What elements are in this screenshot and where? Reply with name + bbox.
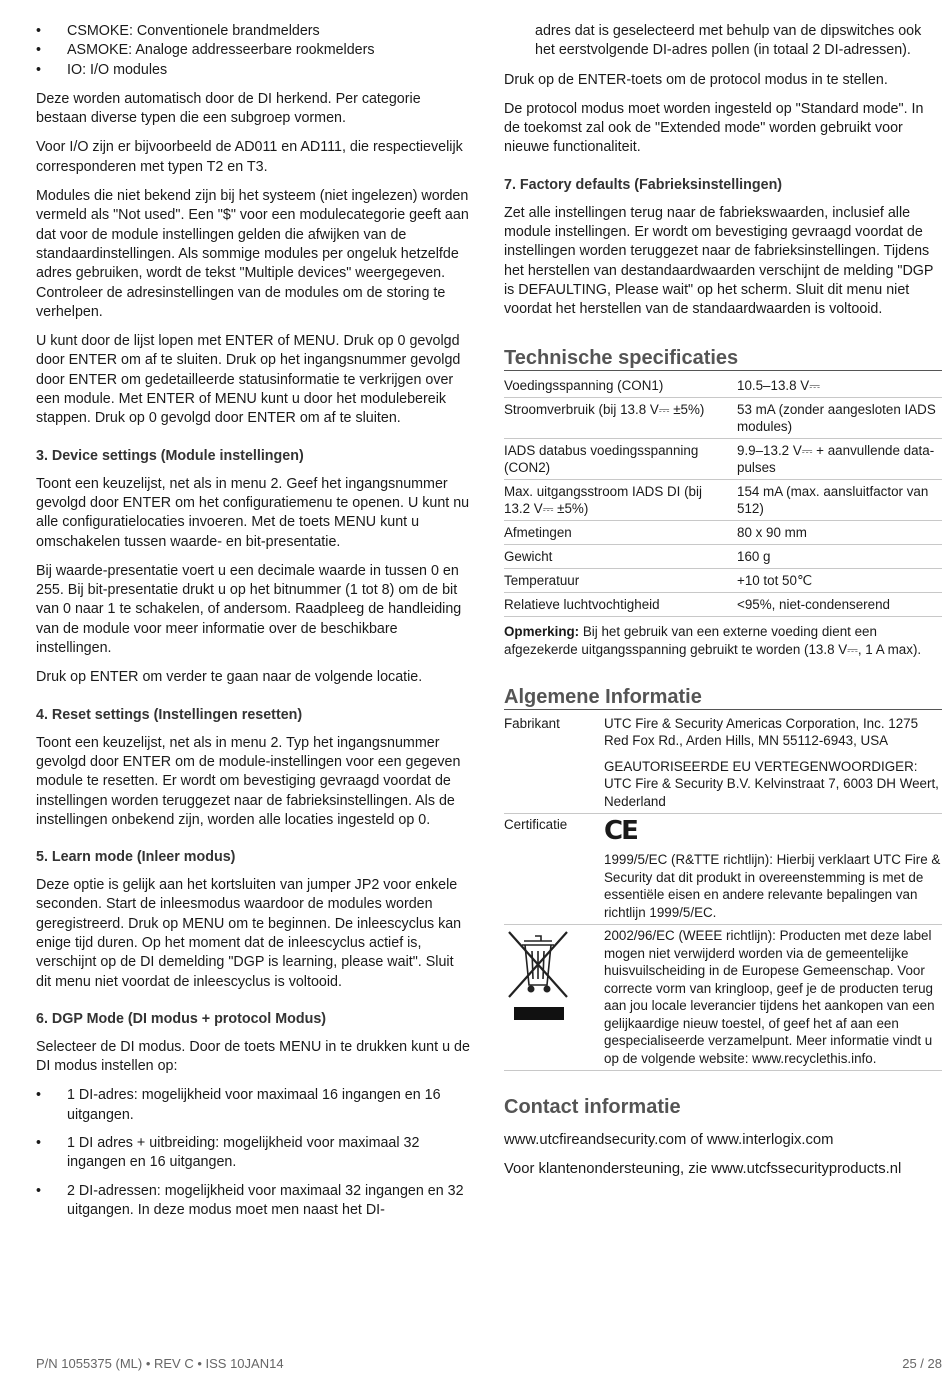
spec-table [504,374,942,617]
info-key: Fabrikant [504,713,604,814]
paragraph: Zet alle instellingen terug naar de fabriekswaarden, inclusief alle module instellingen. Er wordt om bevestiging gevraagd voordat de instellingen worden teruggezet naar de fabrieksinstellingen. Tijdens het herstellen van destandaardwaarden verschijnt de melding "DGP is DEFAULTING, Please wait" op het scherm. Sluit dit menu niet voordat het herstellen van de standaardwaarden is voltooid. [504,204,934,318]
paragraph: U kunt door de lijst lopen met ENTER of MENU. Druk op 0 gevolgd door ENTER om af te sluiten. Druk op het ingangsnummer gevolgd door ENTER om gedetailleerde statusinformatie te verkrijgen over een module. Met ENTER of MENU kunt u door het modulebereik stappen. Druk op 0 gevolgd door ENTER om af te sluiten. [36,333,461,427]
section-heading: 6. DGP Mode (DI modus + protocol Modus) [36,1010,327,1027]
paragraph-continuation: adres dat is geselecteerd met behulp van de dipswitches ook het eerstvolgende DI-adres pollen (in totaal 2 DI-adressen). [535,23,922,59]
note-label: Opmerking: [504,623,580,639]
table-row [504,592,942,616]
di-mode-list [36,1086,472,1220]
section-heading: 7. Factory defaults (Fabrieksinstellingen) [504,176,783,193]
spec-key: IADS databus voedingsspanning (CON2) [504,438,737,479]
ce-mark-icon: CE [604,816,637,847]
spec-value: 80 x 90 mm [737,520,942,544]
list-item: • 2 DI-adressen: mogelijkheid voor maximaal 32 ingangen en 32 uitgangen. In deze modus moet men naast het DI- [36,1182,472,1221]
spec-key: Temperatuur [504,568,737,592]
note-text: Bij het gebruik van een externe voeding dient een afgezekerde uitgangsspanning gebruikt te worden (13.8 V⎓, 1 A max). [504,623,922,657]
weee-text: 2002/96/EC (WEEE richtlijn): Producten met deze label mogen niet verwijderd worden via de gemeentelijke huisvuilscheiding in de Europese Gemeenschap. Voor correcte vorm van kringloop, geef je de producten terug aan jou locale leverancier tijdens het aankopen van een gelijkaardige nieuw toestel, of geef het af aan een gespecialiseerde verzamelpunt. Meer informatie vindt u op de volgende website: www.recyclethis.info. [604,925,942,1071]
spec-value: 53 mA (zonder aangesloten IADS modules) [737,397,942,438]
right-column [504,22,942,1190]
table-row [504,520,942,544]
spec-value: <95%, niet-condenserend [737,592,942,616]
left-column [36,22,472,1230]
module-type-list [36,22,472,80]
section-heading: 5. Learn mode (Inleer modus) [36,849,236,866]
spec-value: 154 mA (max. aansluitfactor van 512) [737,479,942,520]
spec-value: 10.5–13.8 V⎓ [737,374,942,398]
general-info-title: Algemene Informatie [504,685,942,710]
tech-spec-title: Technische specificaties [504,346,942,371]
paragraph: Toont een keuzelijst, net als in menu 2. Typ het ingangsnummer gevolgd door ENTER om de module-instellingen voor een gegeven module te resetten. Er wordt om bevestiging gevraagd voordat de instellingen worden teruggezet naar de fabrieksinstellingen. Als de instellingen onbekend zijn, worden alle locaties ingesteld op 0. [36,734,461,828]
eu-representative: GEAUTORISEERDE EU VERTEGENWOORDIGER: UTC Fire & Security B.V. Kelvinstraat 7, 6003 DH Weert, Nederland [604,758,939,809]
spec-key: Max. uitgangsstroom IADS DI (bij 13.2 V⎓ ±5%) [504,479,737,520]
table-row [504,544,942,568]
paragraph: Toont een keuzelijst, net als in menu 2. Geef het ingangsnummer gevolgd door ENTER om het configuratiemenu te openen. U kunt nu alle configuratielocaties invoeren. Met de toets MENU kunt u omschakelen tussen waarde- en bit-presentatie. [36,475,470,550]
table-row [504,713,942,814]
table-row [504,568,942,592]
paragraph: Voor I/O zijn er bijvoorbeeld de AD011 en AD111, die respectievelijk corresponderen met typen T2 en T3. [36,139,463,175]
paragraph: Selecteer de DI modus. Door de toets MENU in te drukken kunt u de DI modus instellen op: [36,1038,470,1075]
list-item: • 1 DI adres + uitbreiding: mogelijkheid voor maximaal 32 ingangen en 16 uitgangen. [36,1134,472,1173]
weee-icon-cell [504,925,604,1071]
list-item: • 1 DI-adres: mogelijkheid voor maximaal 16 ingangen en 16 uitgangen. [36,1086,472,1125]
list-item: • IO: I/O modules [36,61,472,80]
info-value [604,814,942,850]
paragraph: De protocol modus moet worden ingesteld op "Standard mode". In de toekomst zal ook de "Extended mode" worden gebruikt voor nieuwe functionaliteit. [504,100,924,156]
table-row [504,814,942,850]
table-row [504,925,942,1071]
weee-bin-icon [504,927,574,1023]
manufacturer-address: UTC Fire & Security Americas Corporation, Inc. 1275 Red Fox Rd., Arden Hills, MN 55112-6943, USA [604,715,919,749]
spec-value: 160 g [737,544,942,568]
table-row [504,374,942,398]
spec-key: Stroomverbruik (bij 13.8 V⎓ ±5%) [504,397,737,438]
info-table [504,713,942,1072]
paragraph: Druk op de ENTER-toets om de protocol modus in te stellen. [504,71,888,88]
spec-value: +10 tot 50℃ [737,568,942,592]
page-number: 25 / 28 [902,1356,942,1371]
paragraph: Bij waarde-presentatie voert u een decimale waarde in tussen 0 en 255. Bij bit-presentatie drukt u op het bitnummer (1 tot 8) om de bit van 0 naar 1 te schakelen, of andersom. Raadpleeg de handleiding van de module voor meer informatie over de beschikbare instellingen. [36,562,462,657]
paragraph: Modules die niet bekend zijn bij het systeem (niet ingelezen) worden vermeld als "Not used". Een "$" voor een modulecategorie geeft aan dat voor de module instellingen gelden die afwijken van de standaardinstellingen. Als sommige modules per ongeluk hetzelfde adres gebruiken, wordt de tekst "Multiple devices" weergegeven. Controleer de adresinstellingen van de modules om de storing te verhelpen. [36,188,469,320]
list-item: • CSMOKE: Conventionele brandmelders [36,22,472,41]
section-heading: 4. Reset settings (Instellingen resetten) [36,706,303,723]
contact-websites: www.utcfireandsecurity.com of www.interlogix.com [504,1132,834,1149]
paragraph: Deze optie is gelijk aan het kortsluiten van jumper JP2 voor enkele seconden. Start de inleesmodus waardoor de modules worden geregistreerd. Druk op MENU om te beginnen. De inleescyclus kan enige tijd duren. Op het moment dat de inleescyclus actief is, verschijnt op de DI demelding "DGP is learning, please wait". Sluit dit menu niet voordat de inleescyclus is voltooid. [36,877,462,990]
paragraph: Deze worden automatisch door de DI herkend. Per categorie bestaan diverse typen die een subgroep vormen. [36,90,421,127]
contact-title: Contact informatie [504,1096,681,1119]
paragraph: Druk op ENTER om verder te gaan naar de volgende locatie. [36,669,423,686]
info-key: Certificatie [504,817,568,833]
spec-value: 9.9–13.2 V⎓ + aanvullende data-pulses [737,438,942,479]
spec-key: Afmetingen [504,520,737,544]
spec-key: Voedingsspanning (CON1) [504,374,737,398]
table-row [504,849,942,925]
table-row [504,479,942,520]
contact-support: Voor klantenondersteuning, zie www.utcfssecurityproducts.nl [504,1161,902,1178]
table-row [504,438,942,479]
spec-note [504,623,942,659]
info-value [604,713,942,814]
section-heading: 3. Device settings (Module instellingen) [36,447,304,464]
table-row [504,397,942,438]
rtte-text: 1999/5/EC (R&TTE richtlijn): Hierbij verklaart UTC Fire & Security dat dit produkt in overeenstemming is met de essentiële eisen en andere relevante bepalingen van richtlijn 1999/5/EC. [604,849,942,925]
spec-key: Relatieve luchtvochtigheid [504,592,737,616]
footer-part-number: P/N 1055375 (ML) • REV C • ISS 10JAN14 [36,1356,284,1371]
list-item: • ASMOKE: Analoge addresseerbare rookmelders [36,41,472,60]
spec-key: Gewicht [504,544,737,568]
